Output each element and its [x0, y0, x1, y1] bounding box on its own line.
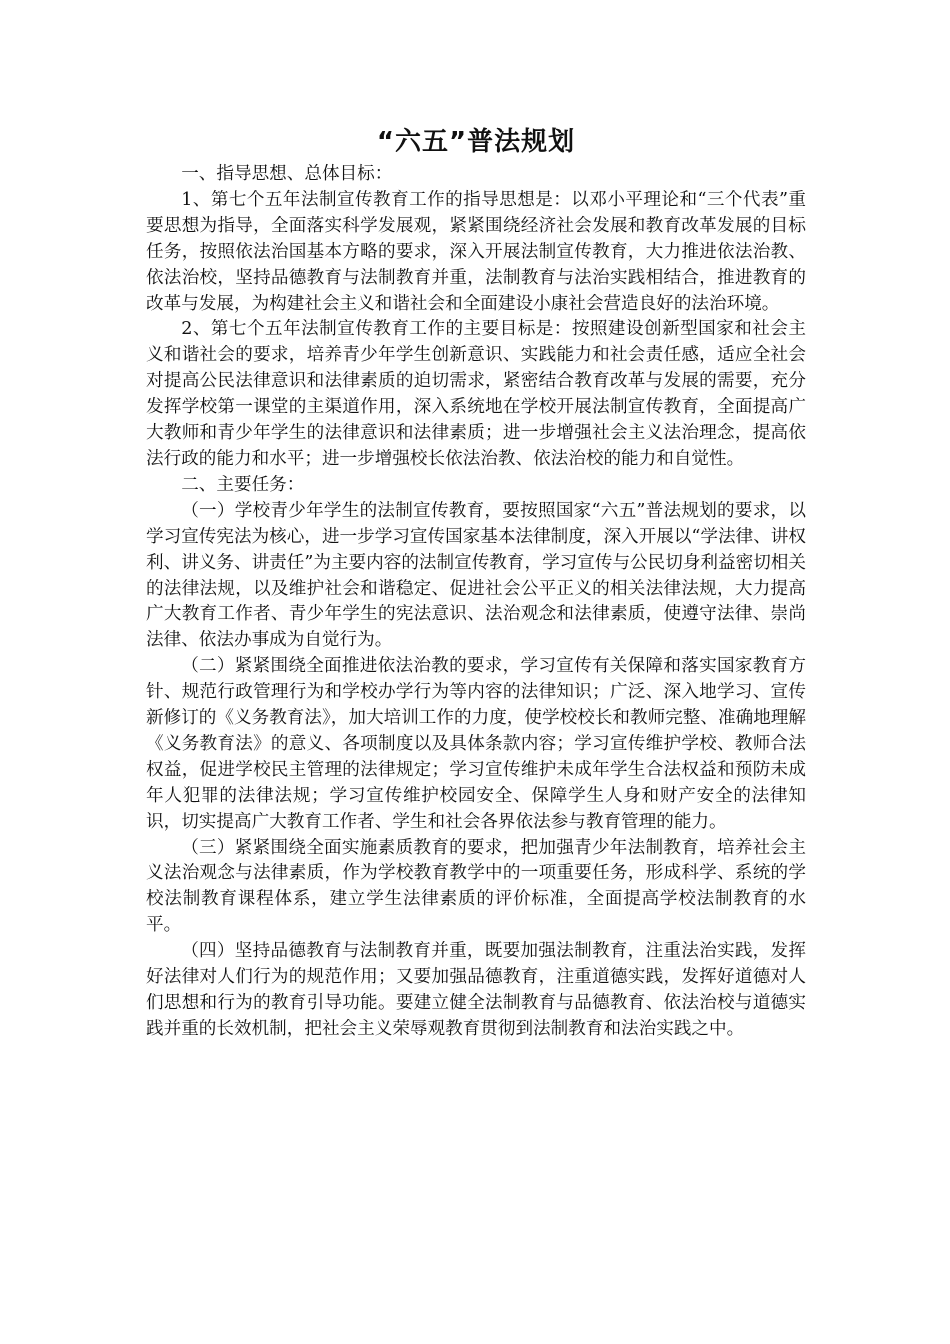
paragraph-task-2: （二）紧紧围绕全面推进依法治教的要求，学习宣传有关保障和落实国家教育方针、规范行政管理行为和学校办学行为等内容的法律知识；广泛、深入地学习、宣传新修订的《义务教育法》，加大培训工作的力度，使学校校长和教师完整、准确地理解《义务教育法》的意义、各项制度以及具体条款内容；学习宣传维护学校、教师合法权益，促进学校民主管理的法律规定；学习宣传维护未成年学生合法权益和预防未成年人犯罪的法律法规；学习宣传维护校园安全、保障学生人身和财产安全的法律知识，切实提高广大教育工作者、学生和社会各界依法参与教育管理的能力。 — [146, 656, 806, 832]
section-heading-main-tasks: 二、主要任务： — [181, 474, 305, 495]
paragraph-task-4: （四）坚持品德教育与法制教育并重，既要加强法制教育，注重法治实践，发挥好法律对人们行为的规范作用；又要加强品德教育，注重道德实践，发挥好道德对人们思想和行为的教育引导功能。要建立健全法制教育与品德教育、依法治校与道德实践并重的长效机制，把社会主义荣辱观教育贯彻到法制教育和法治实践之中。 — [146, 941, 806, 1039]
paragraph-task-3: （三）紧紧围绕全面实施素质教育的要求，把加强青少年法制教育，培养社会主义法治观念与法律素质，作为学校教育教学中的一项重要任务，形成科学、系统的学校法制教育课程体系，建立学生法律素质的评价标准，全面提高学校法制教育的水平。 — [146, 837, 806, 936]
paragraph-task-1: （一）学校青少年学生的法制宣传教育，要按照国家“六五”普法规划的要求，以学习宣传宪法为核心，进一步学习宣传国家基本法律制度，深入开展以“学法律、讲权利、讲义务、讲责任”为主要内容的法制宣传教育，学习宣传与公民切身利益密切相关的法律法规，以及维护社会和谐稳定、促进社会公平正义的相关法律法规，大力提高广大教育工作者、青少年学生的宪法意识、法治观念和法律素质，使遵守法律、崇尚法律、依法办事成为自觉行为。 — [146, 500, 806, 651]
page-title: “六五”普法规划 — [376, 127, 576, 157]
document-body — [146, 124, 806, 1043]
section-heading-guiding-thought: 一、指导思想、总体目标： — [181, 164, 393, 184]
paragraph-main-goal: 2、第七个五年法制宣传教育工作的主要目标是：按照建设创新型国家和社会主义和谐社会的要求，培养青少年学生创新意识、实践能力和社会责任感，适应全社会对提高公民法律意识和法律素质的迫切需求，紧密结合教育改革与发展的需要，充分发挥学校第一课堂的主渠道作用，深入系统地在学校开展法制宣传教育，全面提高广大教师和青少年学生的法律意识和法律素质；进一步增强社会主义法治理念，提高依法行政的能力和水平；进一步增强校长依法治教、依法治校的能力和自觉性。 — [146, 319, 806, 469]
paragraph-guiding-thought: 1、第七个五年法制宣传教育工作的指导思想是：以邓小平理论和“三个代表”重要思想为指导，全面落实科学发展观，紧紧围绕经济社会发展和教育改革发展的目标任务，按照依法治国基本方略的要求，深入开展法制宣传教育，大力推进依法治教、依法治校，坚持品德教育与法制教育并重，法制教育与法治实践相结合，推进教育的改革与发展，为构建社会主义和谐社会和全面建设小康社会营造良好的法治环境。 — [146, 189, 806, 314]
